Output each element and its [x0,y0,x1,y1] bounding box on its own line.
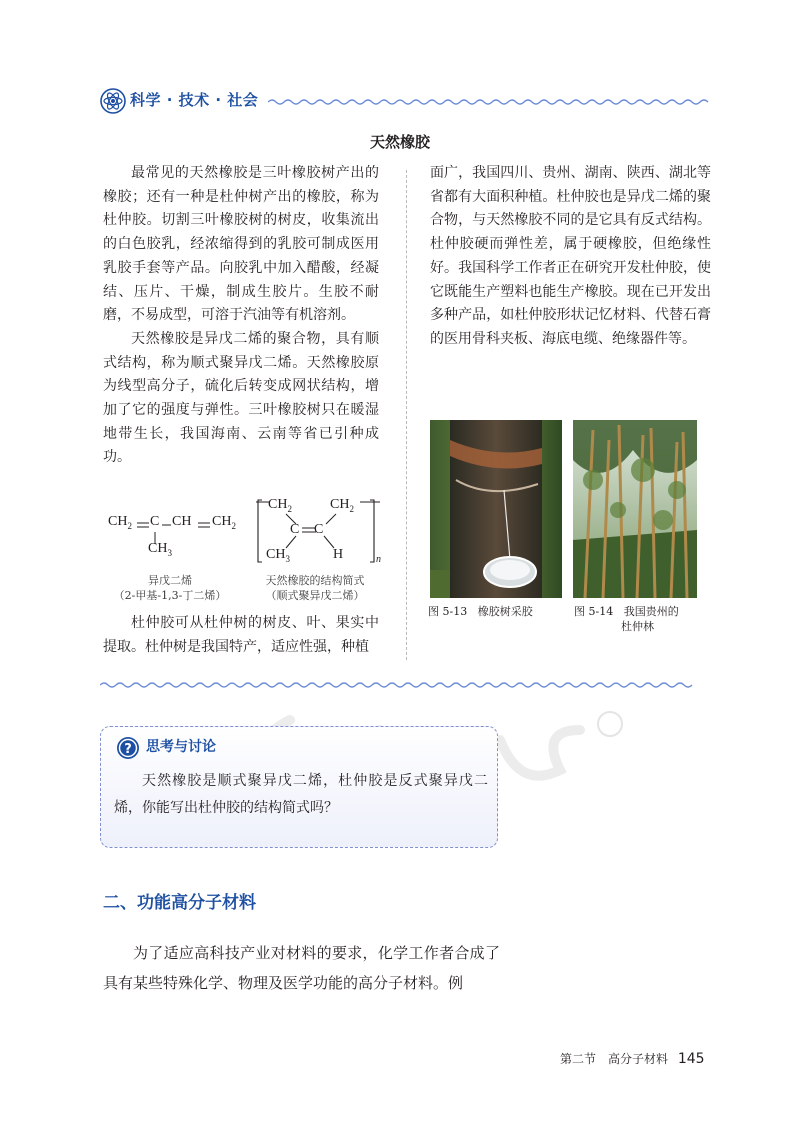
atom-icon [100,88,126,114]
formula-atom: $CH_3$ [148,541,172,558]
article-title: 天然橡胶 [369,133,430,151]
left-column-bottom-text [103,612,379,659]
page-number: 145 [677,1051,705,1067]
section-wave-divider [100,680,712,690]
section-heading: 二、功能高分子材料 [103,893,256,913]
figure-caption-5-14: 图 5-14 我国贵州的 [574,605,679,618]
eucommia-forest-photo [573,420,697,598]
formula-atom: CH [172,514,192,529]
formula-atom: H [333,547,344,562]
svg-text:?: ? [124,742,132,757]
formula-atom: $CH_2$ [330,497,354,514]
paragraph: 天然橡胶是异戊二烯的聚合物，具有顺式结构，称为顺式聚异戊二烯。天然橡胶原为线型高分子，硫化后转变成网状结构，增加了它的强度与弹性。三叶橡胶树只在暖湿地带生长，我国海南、云南等省已引种成功。 [103,330,379,466]
formula-caption: 异戊二烯 （2-甲基-1,3-丁二烯） [113,574,227,602]
formula-atom: $CH_2$ [108,514,132,531]
paragraph: 最常见的天然橡胶是三叶橡胶树产出的橡胶；还有一种是杜仲树产出的橡胶，称为杜仲胶。切割三叶橡胶树的树皮，收集流出的白色胶乳，经浓缩得到的乳胶可制成医用乳胶手套等产品。向胶乳中加入醋酸，经凝结、压片、干燥，制成生胶片。生胶不耐磨，不易成型，可溶于汽油等有机溶剂。 [103,165,379,324]
footer-chapter: 第二节 高分子材料 [560,1052,669,1066]
formula-atom: $CH_2$ [212,514,236,531]
right-column-text [430,162,711,352]
rubber-tapping-photo [430,420,562,598]
header-wave-divider [268,97,712,107]
column-divider [406,170,407,660]
discussion-title: 思考与讨论 [146,739,216,755]
paragraph: 面广，我国四川、贵州、湖南、陕西、湖北等省都有大面积种植。杜仲胶也是异戊二烯的聚合物，与天然橡胶不同的是它具有反式结构。杜仲胶硬而弹性差，属于硬橡胶，但绝缘性好。我国科学工作者正在研究开发杜仲胶，使它既能生产塑料也能生产橡胶。现在已开发出多种产品，如杜仲胶形状记忆材料、代替石膏的医用骨科夹板、海底电缆、绝缘器件等。 [430,165,711,347]
section-label: 科学 · 技术 · 社会 [130,91,259,109]
paragraph: 杜仲胶可从杜仲树的树皮、叶、果实中提取。杜仲树是我国特产，适应性强，种植 [103,615,379,655]
formula-atom: C [150,514,160,529]
page-footer [560,1050,705,1067]
figure-caption-5-14-line2: 杜仲林 [621,620,654,633]
formula-subscript-n: n [376,554,381,565]
figure-caption-5-13: 图 5-13 橡胶树采胶 [428,605,533,618]
formula-atom: $CH_3$ [266,547,290,564]
question-icon [116,736,140,760]
formula-atom: $CH_2$ [268,497,292,514]
discussion-text: 天然橡胶是顺式聚异戊二烯，杜仲胶是反式聚异戊二烯，你能写出杜仲胶的结构简式吗？ [114,773,488,816]
left-column-text [103,162,379,470]
formula-atom: C [290,522,300,537]
formula-caption: 天然橡胶的结构简式 （顺式聚异戊二烯） [265,574,365,602]
formula-atom: C [314,522,324,537]
section-body: 为了适应高科技产业对材料的要求，化学工作者合成了具有某些特殊化学、物理及医学功能的高分子材料。例 [103,944,500,992]
